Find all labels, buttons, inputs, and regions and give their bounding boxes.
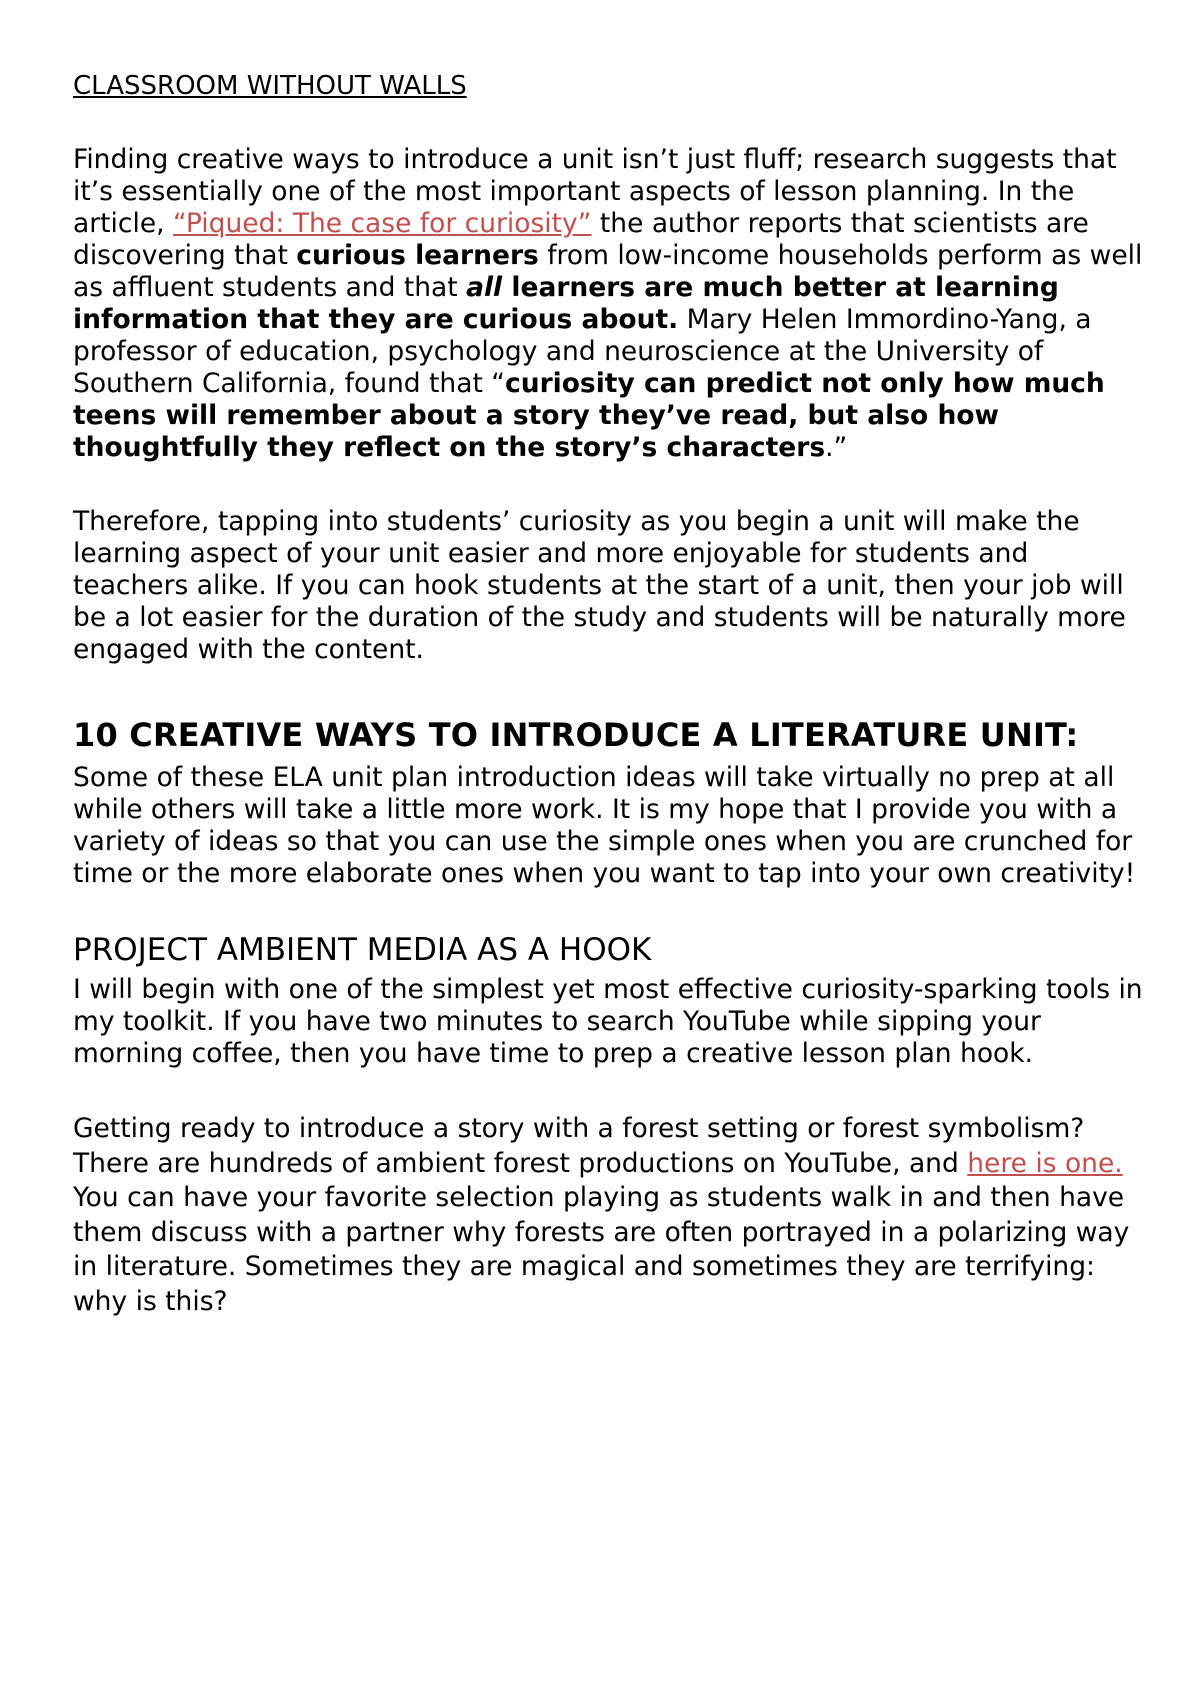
- intro-bold-quote: curiosity can predict not only how much teens will remember about a story they’ve read, but also how thoughtfully they reflect on the story’s characters: [73, 368, 1105, 463]
- piqued-article-link[interactable]: “Piqued: The case for curiosity”: [172, 208, 592, 239]
- document-title: CLASSROOM WITHOUT WALLS: [73, 71, 467, 101]
- intro-bold-italic-all: all: [466, 272, 503, 303]
- intro-paragraph-1: [73, 144, 1143, 464]
- intro-text-d: Mary Helen Immordino-Yang, a professor of education, psychology and neuroscience at the University of Southern California, found that “: [73, 304, 1092, 399]
- section-intro-paragraph: Some of these ELA unit plan introduction ideas will take virtually no prep at all while others will take a little more work. It is my hope that I provide you with a variety of ideas so that you can use the simple ones when you are crunched for time or the more elaborate ones when you want to tap into your own creativity!: [73, 762, 1136, 889]
- intro-bold-curious-learners: curious learners: [296, 240, 539, 271]
- intro-text-c: from low-income households perform as well as affluent students and that: [73, 240, 1143, 303]
- intro-text-a: Finding creative ways to introduce a unit isn’t just fluff; research suggests that it’s essentially one of the most important aspects of lesson planning. In the article,: [73, 144, 1117, 239]
- intro-text-b: the author reports that scientists are discovering that: [73, 208, 1089, 271]
- section-heading: 10 CREATIVE WAYS TO INTRODUCE A LITERATURE UNIT:: [73, 716, 1079, 754]
- subsection-paragraph-2: [73, 1112, 1143, 1319]
- subsection-heading: PROJECT AMBIENT MEDIA AS A HOOK: [73, 932, 652, 968]
- intro-text-e: .”: [825, 432, 848, 463]
- intro-bold-learners-claim: learners are much better at learning information that they are curious about.: [73, 272, 1059, 335]
- subsection-text-a: Getting ready to introduce a story with a forest setting or forest symbolism? There are hundreds of ambient forest productions on YouTube, and: [73, 1113, 1085, 1179]
- subsection-paragraph-1: I will begin with one of the simplest yet most effective curiosity-sparking tools in my toolkit. If you have two minutes to search YouTube while sipping your morning coffee, then you have time to prep a creative lesson plan hook.: [73, 974, 1143, 1069]
- here-is-one-link[interactable]: here is one.: [967, 1147, 1123, 1179]
- subsection-text-b: You can have your favorite selection playing as students walk in and then have them discuss with a partner why forests are often portrayed in a polarizing way in literature. Sometimes they are magical and sometimes they are terrifying: why is this?: [73, 1182, 1130, 1317]
- intro-paragraph-2: Therefore, tapping into students’ curiosity as you begin a unit will make the learning aspect of your unit easier and more enjoyable for students and teachers alike. If you can hook students at the start of a unit, then your job will be a lot easier for the duration of the study and students will be naturally more engaged with the content.: [73, 506, 1126, 665]
- document-page: [73, 70, 1143, 1319]
